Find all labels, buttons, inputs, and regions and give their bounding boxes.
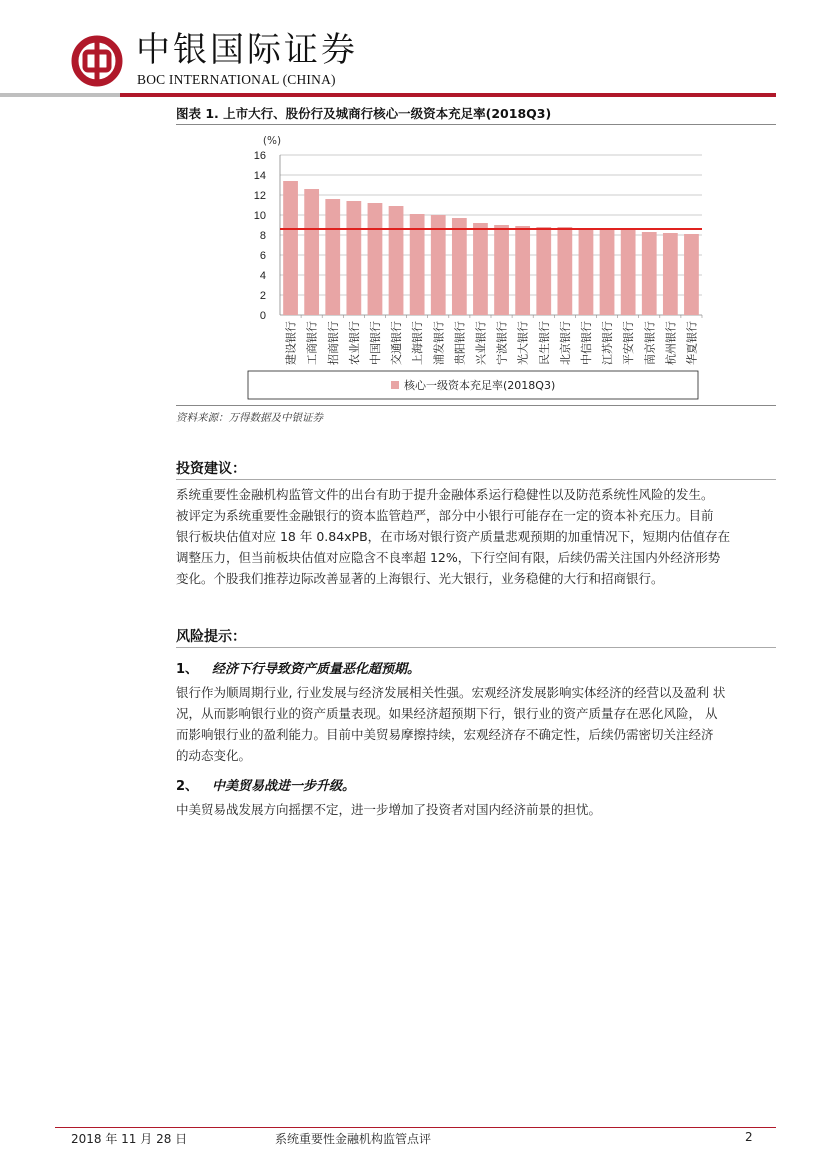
y-tick-label: 16 xyxy=(253,150,266,162)
advice-heading-rule xyxy=(176,479,776,480)
y-tick-label: 10 xyxy=(253,210,266,222)
x-tick-label: 华夏银行 xyxy=(685,321,699,365)
x-tick-label: 民生银行 xyxy=(537,321,551,365)
advice-line: 系统重要性金融机构监管文件的出台有助于提升金融体系运行稳健性以及防范系统性风险的发生。 xyxy=(176,487,714,502)
advice-line: 调整压力，但当前板块估值对应隐含不良率超 12%，下行空间有限，后续仍需关注国内外经济形势 xyxy=(176,550,721,565)
risk-item-1-paragraph xyxy=(176,682,776,766)
risk-line: 银行作为顺周期行业, 行业发展与经济发展相关性强。宏观经济发展影响实体经济的经营以及盈利 状 xyxy=(176,685,726,700)
bar xyxy=(663,233,678,315)
risk-line: 的动态变化。 xyxy=(176,748,252,763)
footer-title: 系统重要性金融机构监管点评 xyxy=(275,1132,432,1146)
x-tick-label: 农业银行 xyxy=(347,321,361,365)
figure-top-rule xyxy=(176,124,776,125)
advice-line: 被评定为系统重要性金融银行的资本监管趋严，部分中小银行可能存在一定的资本补充压力。目前 xyxy=(176,508,714,523)
x-tick-label: 中信银行 xyxy=(579,321,593,365)
risk-item-2-heading: 中美贸易战进一步升级。 xyxy=(212,779,356,794)
risk-item-1-heading: 经济下行导致资产质量恶化超预期。 xyxy=(212,662,421,677)
bar xyxy=(579,228,594,315)
x-tick-label: 贵阳银行 xyxy=(453,321,467,365)
y-tick-label: 6 xyxy=(259,250,266,262)
bar xyxy=(494,225,509,315)
x-tick-label: 宁波银行 xyxy=(495,321,509,365)
bar xyxy=(389,206,404,315)
x-tick-label: 南京银行 xyxy=(643,321,657,365)
bar xyxy=(642,232,657,315)
risk-line: 中美贸易战发展方向摇摆不定，进一步增加了投资者对国内经济前景的担忧。 xyxy=(176,802,602,817)
bar xyxy=(600,228,615,315)
risk-heading-rule xyxy=(176,647,776,648)
x-tick-label: 浦发银行 xyxy=(432,321,446,365)
advice-line: 银行板块估值对应 18 年 0.84xPB，在市场对银行资产质量悲观预期的加重情况下，短期内估值存在 xyxy=(176,529,731,544)
risk-item-2-number: 2、 xyxy=(176,779,199,794)
bar xyxy=(452,218,467,315)
legend-label: 核心一级资本充足率(2018Q3) xyxy=(404,379,556,392)
bar-chart xyxy=(176,126,726,404)
y-axis-unit: (%) xyxy=(262,135,282,147)
x-tick-label: 工商银行 xyxy=(305,321,319,365)
bar xyxy=(684,234,699,315)
x-tick-label: 兴业银行 xyxy=(474,321,488,365)
advice-line: 变化。个股我们推荐边际改善显著的上海银行、光大银行，业务稳健的大行和招商银行。 xyxy=(176,571,664,586)
y-tick-label: 14 xyxy=(253,170,266,182)
x-tick-label: 江苏银行 xyxy=(601,321,615,365)
bar xyxy=(473,223,488,315)
x-tick-label: 杭州银行 xyxy=(664,320,678,365)
risk-item-2-paragraph xyxy=(176,799,776,820)
bar xyxy=(304,189,319,315)
x-tick-label: 光大银行 xyxy=(516,321,530,365)
x-tick-label: 上海银行 xyxy=(411,321,425,365)
risk-heading: 风险提示： xyxy=(176,629,246,645)
y-tick-label: 4 xyxy=(259,270,266,282)
x-tick-label: 北京银行 xyxy=(558,321,572,365)
x-tick-label: 招商银行 xyxy=(326,321,340,365)
figure-title: 图表 1. 上市大行、股份行及城商行核心一级资本充足率(2018Q3) xyxy=(176,106,552,121)
x-tick-label: 交通银行 xyxy=(390,321,404,365)
bar xyxy=(536,227,551,315)
bar xyxy=(368,203,383,315)
risk-item-1-title xyxy=(176,658,420,677)
brand-name-en: BOC INTERNATIONAL (CHINA) xyxy=(137,72,336,87)
x-tick-label: 中国银行 xyxy=(368,321,382,365)
y-tick-label: 2 xyxy=(259,290,266,302)
risk-item-2-title xyxy=(176,775,355,794)
bar xyxy=(557,227,572,315)
risk-line: 况，从而影响银行业的资产质量表现。如果经济超预期下行，银行业的资产质量存在恶化风险， 从 xyxy=(176,706,718,721)
risk-line: 而影响银行业的盈利能力。目前中美贸易摩擦持续，宏观经济存不确定性，后续仍需密切关注经济 xyxy=(176,727,714,742)
y-tick-label: 8 xyxy=(259,230,266,242)
y-tick-label: 12 xyxy=(253,190,266,202)
boc-logo-icon xyxy=(70,34,124,88)
advice-paragraph xyxy=(176,484,776,589)
x-tick-label: 平安银行 xyxy=(622,321,636,365)
bar xyxy=(621,229,636,315)
figure-source: 资料来源：万得数据及中银证券 xyxy=(176,412,323,424)
x-tick-label: 建设银行 xyxy=(284,321,298,365)
bar xyxy=(346,201,361,315)
footer-date: 2018 年 11 月 28 日 xyxy=(71,1132,188,1146)
risk-item-1-number: 1、 xyxy=(176,662,199,677)
page-number: 2 xyxy=(745,1130,753,1144)
figure-bottom-rule xyxy=(176,405,776,406)
bar xyxy=(325,199,340,315)
advice-heading: 投资建议： xyxy=(176,461,246,477)
header-divider xyxy=(120,93,776,97)
brand-name-cn: 中银国际证券 xyxy=(136,30,358,70)
y-tick-label: 0 xyxy=(259,310,266,322)
bar xyxy=(515,226,530,315)
header-divider-grey xyxy=(0,93,125,97)
legend-swatch xyxy=(391,381,399,389)
footer-rule xyxy=(55,1127,776,1128)
bar xyxy=(283,181,298,315)
